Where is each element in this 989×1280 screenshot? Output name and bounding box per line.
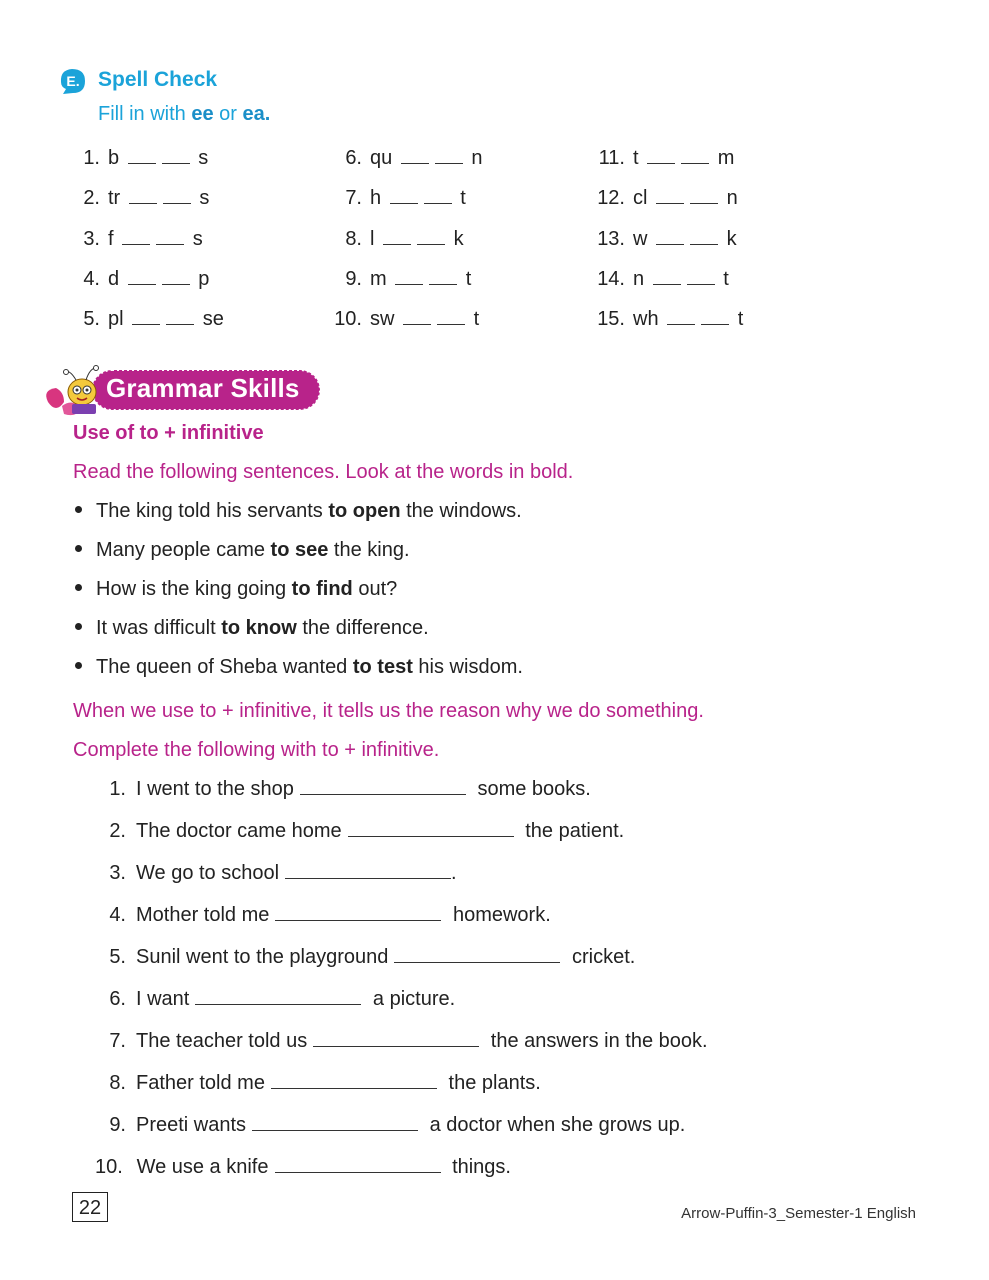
blank-2[interactable] [424, 187, 452, 204]
blank-1[interactable] [128, 147, 156, 164]
spell-check-instruction: Fill in with ee or ea. [98, 103, 271, 125]
word-end: m [717, 147, 735, 169]
question-number: 1. [109, 778, 126, 800]
word-start: t [633, 147, 639, 169]
answer-blank[interactable] [285, 862, 451, 879]
question-text: The doctor came home [136, 820, 342, 842]
spell-item [70, 187, 209, 210]
question-text: I want [136, 988, 190, 1010]
spell-item [332, 228, 464, 251]
blank-2[interactable] [687, 268, 715, 285]
item-number: 13. [597, 228, 625, 250]
question-number: 2. [109, 820, 126, 842]
question-end: the patient. [525, 820, 625, 842]
word-end: t [723, 268, 729, 290]
item-number: 12. [597, 187, 625, 209]
blank-1[interactable] [129, 187, 157, 204]
answer-blank[interactable] [394, 946, 560, 963]
answer-blank[interactable] [195, 988, 361, 1005]
item-number: 15. [597, 308, 625, 330]
word-start: sw [370, 308, 395, 330]
exercise-question [100, 778, 591, 801]
word-end: k [726, 228, 737, 250]
answer-blank[interactable] [252, 1114, 418, 1131]
spell-item [332, 268, 471, 291]
word-end: t [473, 308, 480, 330]
item-number: 3. [83, 228, 100, 250]
example-sentence: How is the king going to find out? [75, 578, 397, 601]
spell-item [595, 228, 737, 251]
question-number: 6. [109, 988, 126, 1010]
butterfly-mascot-icon [46, 366, 98, 416]
question-number: 7. [109, 1030, 126, 1052]
question-end: things. [452, 1156, 511, 1178]
item-number: 6. [345, 147, 362, 169]
question-end: cricket. [571, 946, 636, 968]
question-number: 9. [109, 1114, 126, 1136]
blank-1[interactable] [401, 147, 429, 164]
question-end: a doctor when she grows up. [429, 1114, 686, 1136]
grammar-subtitle: Use of to + infinitive [73, 422, 264, 444]
item-number: 14. [597, 268, 625, 290]
exercise-question [100, 1030, 708, 1053]
grammar-skills-label: Grammar Skills [106, 373, 300, 403]
blank-1[interactable] [390, 187, 418, 204]
book-title: Arrow-Puffin-3_Semester-1 English [681, 1205, 916, 1222]
item-number: 5. [83, 308, 100, 330]
question-text: Sunil went to the playground [136, 946, 389, 968]
word-start: d [108, 268, 120, 290]
word-end: s [192, 228, 203, 250]
item-number: 2. [83, 187, 100, 209]
blank-2[interactable] [690, 228, 718, 245]
question-number: 4. [109, 904, 126, 926]
question-text: The teacher told us [136, 1030, 308, 1052]
word-start: qu [370, 147, 393, 169]
question-text: Father told me [136, 1072, 265, 1094]
question-text: Preeti wants [136, 1114, 247, 1136]
bullet-icon [75, 662, 82, 669]
word-start: pl [108, 308, 124, 330]
example-sentence: The king told his servants to open the windows. [75, 500, 522, 523]
section-e-badge-icon [58, 66, 88, 96]
word-end: s [198, 147, 209, 169]
blank-2[interactable] [162, 268, 190, 285]
item-number: 8. [345, 228, 362, 250]
answer-blank[interactable] [300, 778, 466, 795]
blank-2[interactable] [166, 308, 194, 325]
spell-item [332, 187, 466, 210]
answer-blank[interactable] [275, 1156, 441, 1173]
blank-1[interactable] [656, 228, 684, 245]
blank-2[interactable] [690, 187, 718, 204]
spell-item [595, 308, 743, 331]
bold-infinitive: to open [328, 500, 401, 522]
word-end: k [453, 228, 464, 250]
bullet-icon [75, 623, 82, 630]
item-number: 4. [83, 268, 100, 290]
word-end: se [202, 308, 224, 330]
word-end: s [199, 187, 210, 209]
blank-2[interactable] [437, 308, 465, 325]
blank-1[interactable] [395, 268, 423, 285]
example-sentence: Many people came to see the king. [75, 539, 410, 562]
blank-2[interactable] [162, 147, 190, 164]
question-number: 10. [95, 1156, 123, 1178]
exercise-question [95, 1156, 511, 1179]
word-start: cl [633, 187, 648, 209]
word-end: n [726, 187, 738, 209]
answer-blank[interactable] [313, 1030, 479, 1047]
option-ea: ea. [242, 103, 271, 125]
instruction-explanation: When we use to + infinitive, it tells us the reason why we do something. [73, 700, 704, 722]
word-end: n [471, 147, 483, 169]
word-start: b [108, 147, 120, 169]
instruction-complete: Complete the following with to + infinitive. [73, 739, 440, 761]
blank-1[interactable] [383, 228, 411, 245]
option-ee: ee [191, 103, 214, 125]
spell-item [70, 228, 203, 251]
exercise-question [100, 946, 635, 969]
page-number: 22 [72, 1192, 108, 1222]
question-end: the answers in the book. [490, 1030, 708, 1052]
example-sentence: It was difficult to know the difference. [75, 617, 429, 640]
bullet-icon [75, 506, 82, 513]
bold-infinitive: to know [221, 617, 297, 639]
word-end: t [460, 187, 466, 209]
item-number: 7. [345, 187, 362, 209]
question-end: homework. [452, 904, 551, 926]
word-start: tr [108, 187, 121, 209]
question-number: 3. [109, 862, 126, 884]
word-start: wh [633, 308, 659, 330]
question-text: Mother told me [136, 904, 270, 926]
word-start: l [370, 228, 375, 250]
question-end: . [451, 862, 457, 884]
question-text: I went to the shop [136, 778, 294, 800]
example-sentence: The queen of Sheba wanted to test his wisdom. [75, 656, 523, 679]
exercise-question [100, 820, 624, 843]
bullet-icon [75, 584, 82, 591]
answer-blank[interactable] [275, 904, 441, 921]
word-start: n [633, 268, 645, 290]
instruction-read: Read the following sentences. Look at the words in bold. [73, 461, 574, 483]
blank-2[interactable] [429, 268, 457, 285]
word-start: f [108, 228, 114, 250]
spell-item [595, 147, 734, 170]
question-text: We go to school [136, 862, 280, 884]
question-end: some books. [477, 778, 591, 800]
bullet-icon [75, 545, 82, 552]
item-number: 1. [83, 147, 100, 169]
blank-2[interactable] [681, 147, 709, 164]
word-start: h [370, 187, 382, 209]
word-start: w [633, 228, 648, 250]
spell-item [70, 147, 208, 170]
exercise-question [100, 1072, 541, 1095]
spell-item [595, 268, 729, 291]
exercise-question [100, 904, 551, 927]
blank-1[interactable] [656, 187, 684, 204]
exercise-question [100, 862, 457, 885]
question-text: We use a knife [136, 1156, 269, 1178]
bold-infinitive: to see [270, 539, 329, 561]
spell-item [332, 308, 479, 331]
question-number: 8. [109, 1072, 126, 1094]
spell-check-title: Spell Check [98, 68, 218, 91]
bold-infinitive: to find [291, 578, 353, 600]
blank-2[interactable] [701, 308, 729, 325]
svg-text:E.: E. [66, 73, 80, 89]
blank-2[interactable] [156, 228, 184, 245]
blank-1[interactable] [132, 308, 160, 325]
bold-infinitive: to test [352, 656, 413, 678]
blank-1[interactable] [122, 228, 150, 245]
blank-2[interactable] [417, 228, 445, 245]
blank-1[interactable] [653, 268, 681, 285]
answer-blank[interactable] [271, 1072, 437, 1089]
item-number: 10. [334, 308, 362, 330]
spell-item [595, 187, 738, 210]
blank-1[interactable] [128, 268, 156, 285]
spell-item [332, 147, 483, 170]
word-start: m [370, 268, 387, 290]
question-end: a picture. [372, 988, 456, 1010]
word-end: t [737, 308, 744, 330]
spell-item [70, 308, 224, 331]
answer-blank[interactable] [348, 820, 514, 837]
blank-1[interactable] [647, 147, 675, 164]
exercise-question [100, 1114, 685, 1137]
item-number: 11. [598, 147, 625, 169]
blank-1[interactable] [403, 308, 431, 325]
blank-2[interactable] [435, 147, 463, 164]
spell-item [70, 268, 209, 291]
item-number: 9. [345, 268, 362, 290]
blank-1[interactable] [667, 308, 695, 325]
exercise-question [100, 988, 455, 1011]
word-end: p [198, 268, 210, 290]
blank-2[interactable] [163, 187, 191, 204]
word-end: t [465, 268, 472, 290]
question-number: 5. [109, 946, 126, 968]
question-end: the plants. [448, 1072, 541, 1094]
